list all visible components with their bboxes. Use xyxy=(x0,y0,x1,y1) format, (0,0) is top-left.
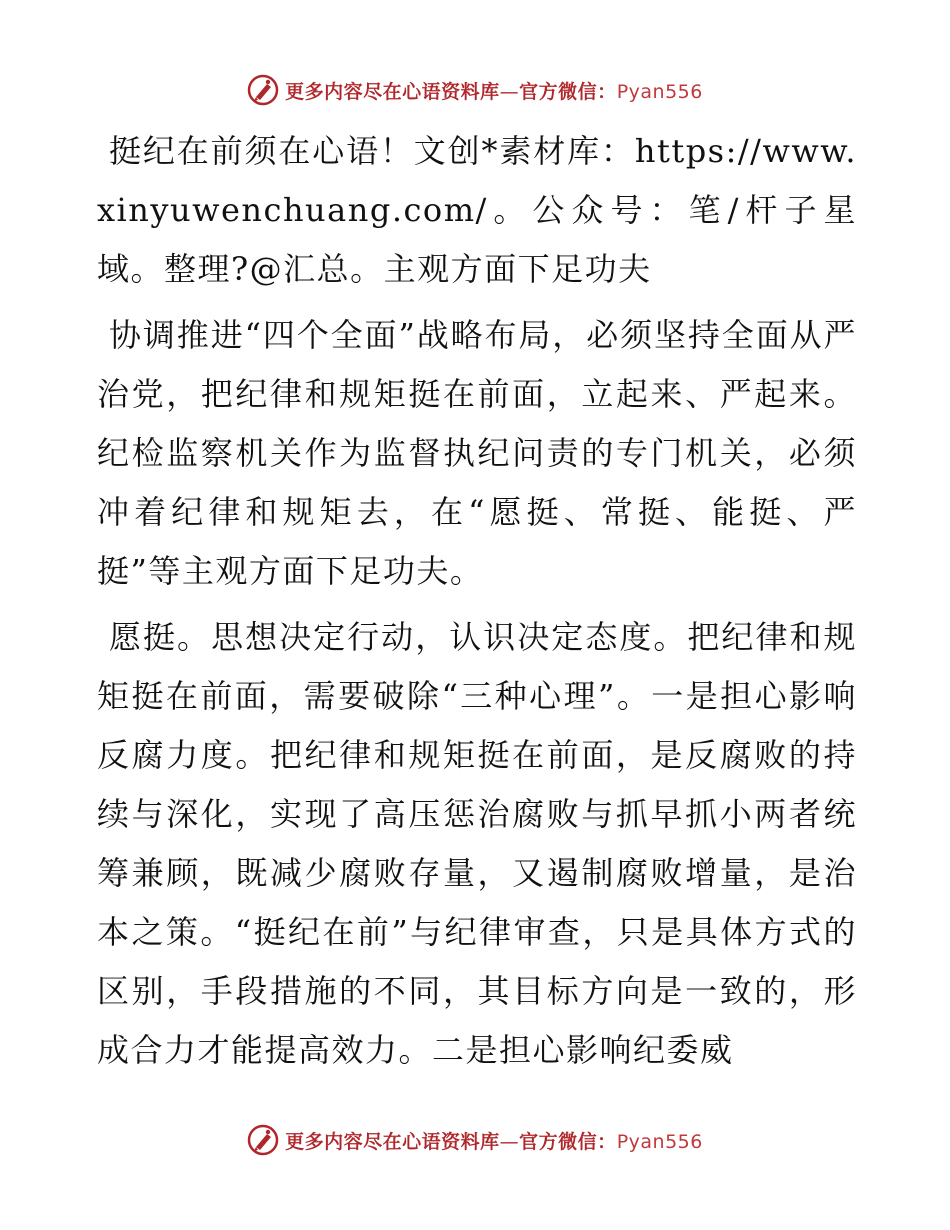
pen-nib-logo-icon xyxy=(247,74,279,106)
pen-nib-logo-icon xyxy=(247,1124,279,1156)
banner-dash: — xyxy=(499,80,520,103)
banner-wechat-label: 官方微信： xyxy=(519,80,617,103)
footer-watermark-banner xyxy=(0,1120,950,1160)
header-watermark-banner xyxy=(0,70,950,110)
banner-dash: — xyxy=(499,1130,520,1153)
paragraph-intro: 挺纪在前须在心语！文创*素材库：https://www.xinyuwenchuang.com/。公众号：笔/杆子星域。整理?@汇总。主观方面下足功夫 xyxy=(97,132,857,288)
document-body xyxy=(97,122,857,1087)
paragraph-strategy: 协调推进“四个全面”战略布局，必须坚持全面从严治党，把纪律和规矩挺在前面，立起来、严起来。纪检监察机关作为监督执纪问责的专门机关，必须冲着纪律和规矩去，在“愿挺、常挺、能挺、严挺”等主观方面下足功夫。 xyxy=(97,316,857,590)
banner-wechat-label: 官方微信： xyxy=(519,1130,617,1153)
banner-main-text: 更多内容尽在心语资料库 xyxy=(285,80,500,103)
banner-main-text: 更多内容尽在心语资料库 xyxy=(285,1130,500,1153)
banner-wechat-id: Pyan556 xyxy=(616,1130,703,1153)
banner-text xyxy=(285,77,703,104)
banner-text xyxy=(285,1127,703,1154)
paragraph-willing: 愿挺。思想决定行动，认识决定态度。把纪律和规矩挺在前面，需要破除“三种心理”。一是担心影响反腐力度。把纪律和规矩挺在前面，是反腐败的持续与深化，实现了高压惩治腐败与抓早抓小两者统筹兼顾，既减少腐败存量，又遏制腐败增量，是治本之策。“挺纪在前”与纪律审查，只是具体方式的区别，手段措施的不同，其目标方向是一致的，形成合力才能提高效力。二是担心影响纪委威 xyxy=(97,618,857,1069)
banner-wechat-id: Pyan556 xyxy=(616,80,703,103)
